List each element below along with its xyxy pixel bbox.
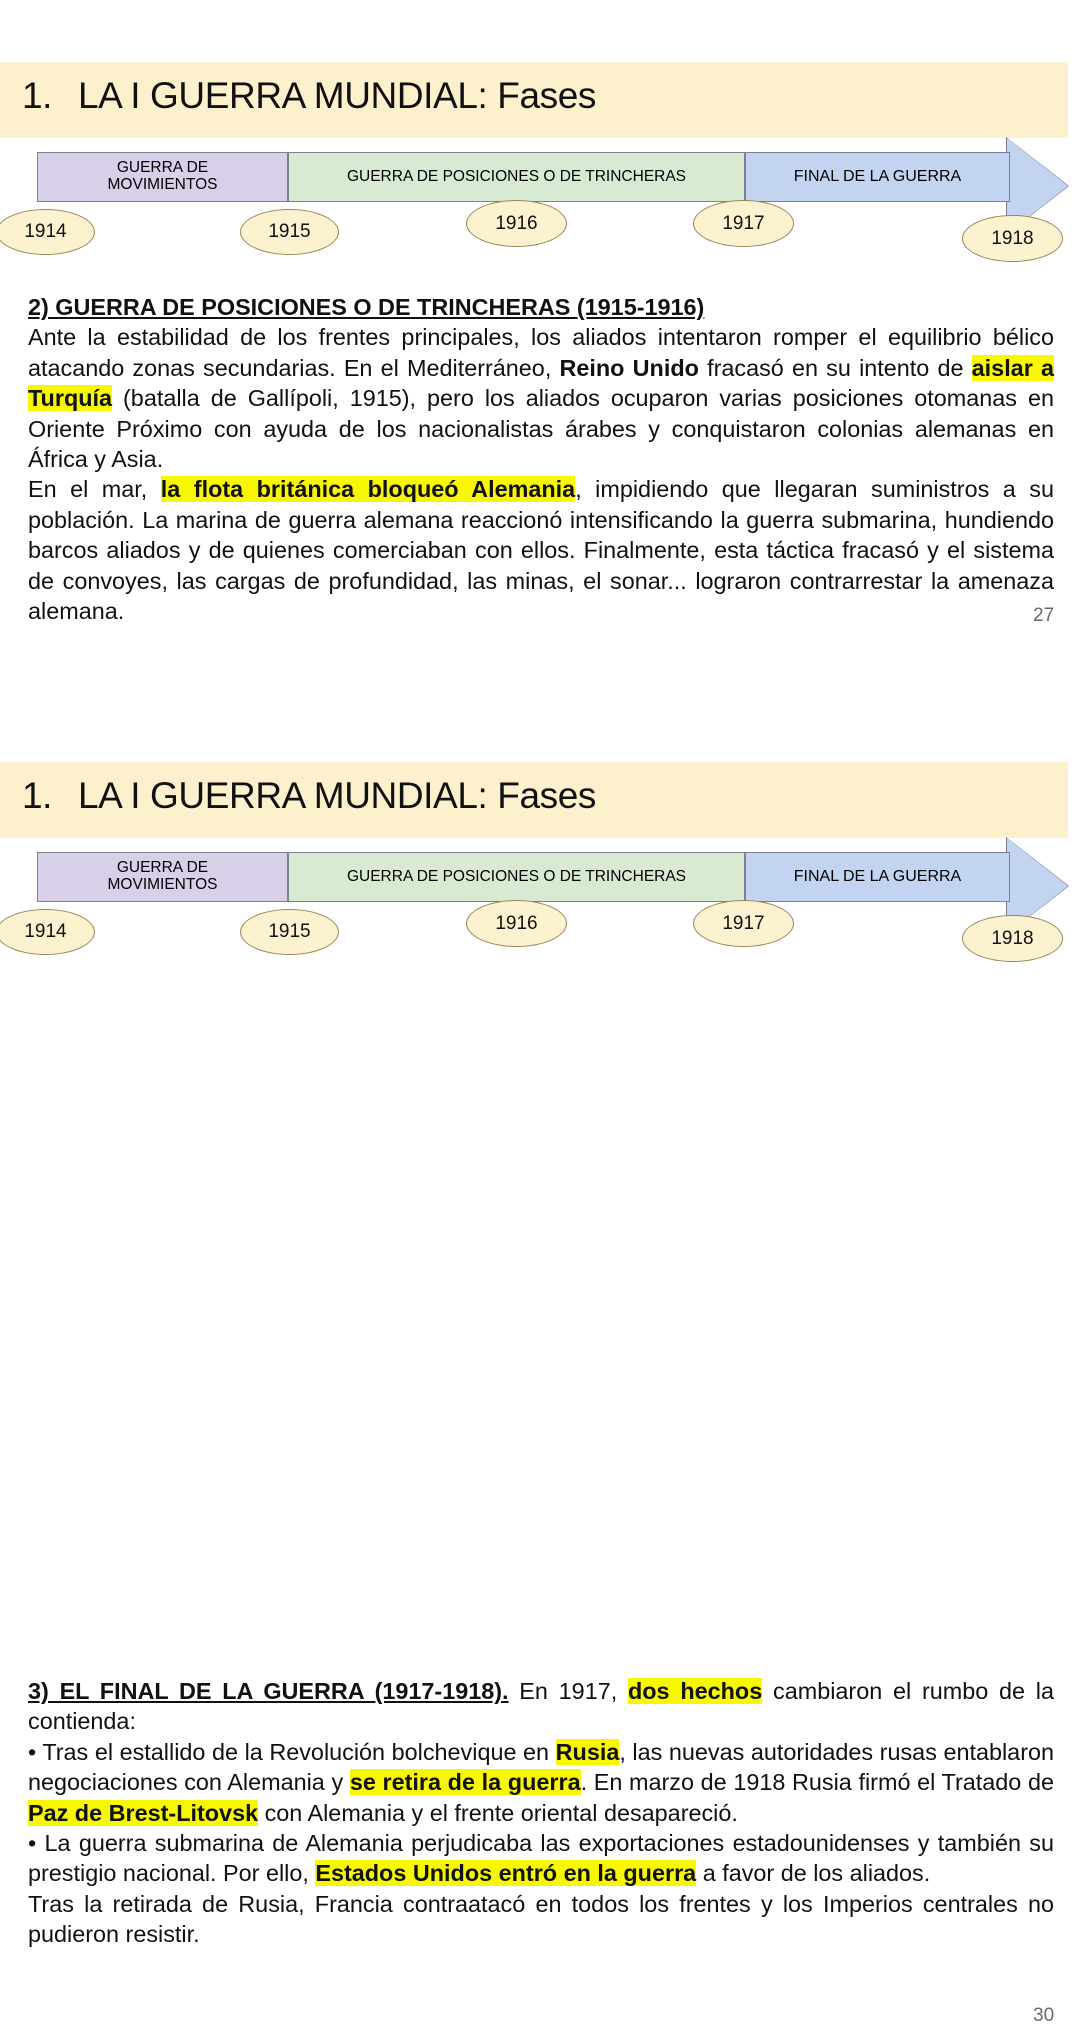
slide-title-number: 1. [22, 775, 53, 816]
page-number: 27 [1033, 605, 1055, 626]
timeline-segment-label-line1: GUERRA DE [116, 159, 209, 177]
text-run: , impidiendo que llegaran suministros a su población. La marina de guerra alemana reaccionó intensificando la guerra submarina, hundiendo barcos aliados y de quienes comerciaban con ellos. Finalmente, esta táctica fracasó y el sistema de convoyes, las cargas de profundidad, las minas, el sonar... lograron contrarrestar la amenaza alemana. [28, 476, 1054, 625]
bold-run-reino-unido: Reino Unido [559, 354, 699, 381]
text-run: , las nuevas autoridades rusas entablaron negociaciones con Alemania y [28, 1738, 1054, 1796]
timeline-year-1915: 1915 [240, 209, 339, 255]
timeline-year-1915: 1915 [240, 909, 339, 955]
timeline-year-1916: 1916 [466, 900, 567, 947]
highlight-rusia: Rusia [555, 1738, 620, 1765]
text-run: • Tras el estallido de la Revolución bolchevique en [28, 1738, 556, 1765]
section-heading-paragraph [28, 292, 1054, 322]
timeline-year-1914: 1914 [0, 909, 95, 955]
timeline-segment-label-line1: GUERRA DE POSICIONES O DE TRINCHERAS [346, 167, 687, 185]
timeline-year-1917: 1917 [693, 200, 794, 247]
text-run: (batalla de Gallípoli, 1915), pero los aliados ocuparon varias posiciones otomanas en Oriente Próximo con ayuda de los nacionalistas árabes y conquistaron colonias alemanas en África y Asia. [28, 385, 1054, 473]
highlight-estados-unidos-entro-en-la-guerra: Estados Unidos entró en la guerra [315, 1860, 697, 1887]
timeline-segment-label-line2: MOVIMIENTOS [107, 876, 218, 893]
highlight-paz-de-brest-litovsk: Paz de Brest-Litovsk [28, 1799, 259, 1826]
timeline-segment-guerra-de-posiciones [288, 152, 745, 202]
highlight-aislar-a-turquia: aislar a Turquía [28, 354, 1054, 412]
section-heading: 2) GUERRA DE POSICIONES O DE TRINCHERAS (1915-1916) [28, 294, 705, 320]
timeline-year-1917: 1917 [693, 900, 794, 947]
slide-title-text: LA I GUERRA MUNDIAL: Fases [78, 75, 597, 116]
timeline-segment-label-line2: MOVIMIENTOS [107, 176, 218, 193]
section-heading: 3) EL FINAL DE LA GUERRA (1917-1918). [28, 1678, 509, 1704]
text-run: a favor de los aliados. [696, 1860, 931, 1887]
timeline-year-1914: 1914 [0, 209, 95, 255]
paragraph-3 [28, 1828, 1054, 1889]
timeline-year-1918: 1918 [962, 915, 1063, 962]
timeline-segment-label-line1: GUERRA DE [116, 859, 209, 877]
paragraph-2 [28, 1737, 1054, 1828]
text-run: cambiaron el rumbo de la contienda: [28, 1678, 1054, 1735]
highlight-flota-britanica: la flota británica bloqueó Alemania [160, 476, 576, 503]
timeline-segment-label-line1: FINAL DE LA GUERRA [793, 868, 962, 886]
slide-title-bar [0, 762, 1068, 838]
text-run: En 1917, [508, 1678, 628, 1704]
timeline-segment-final-de-la-guerra [745, 852, 1010, 902]
text-run: con Alemania y el frente oriental desapareció. [258, 1799, 738, 1826]
slide-body-text [28, 1676, 1054, 1950]
slide-title-bar [0, 62, 1068, 138]
text-run: Tras la retirada de Rusia, Francia contraatacó en todos los frentes y los Imperios centrales no pudieron resistir. [28, 1890, 1054, 1948]
timeline-segment-guerra-de-movimientos [37, 852, 288, 902]
timeline-year-1916: 1916 [466, 200, 567, 247]
slide-1 [0, 0, 1080, 700]
paragraph-1 [28, 322, 1054, 474]
page-title [22, 775, 596, 817]
highlight-se-retira-de-la-guerra: se retira de la guerra [349, 1769, 581, 1796]
slide-title-number: 1. [22, 75, 53, 116]
text-run: • La guerra submarina de Alemania perjudicaba las exportaciones estadounidenses y también su prestigio nacional. Por ello, [28, 1830, 1054, 1887]
timeline-year-1918: 1918 [962, 215, 1063, 262]
text-run: Ante la estabilidad de los frentes principales, los aliados intentaron romper el equilibrio bélico atacando zonas secundarias. En el Mediterráneo, [28, 324, 1054, 381]
paragraph-4 [28, 1889, 1054, 1950]
timeline-segment-final-de-la-guerra [745, 152, 1010, 202]
timeline-segment-guerra-de-movimientos [37, 152, 288, 202]
paragraph-2 [28, 474, 1054, 626]
timeline-segment-label-line1: GUERRA DE POSICIONES O DE TRINCHERAS [346, 867, 687, 885]
highlight-dos-hechos: dos hechos [627, 1678, 763, 1704]
timeline-segment-label-line1: FINAL DE LA GUERRA [793, 168, 962, 186]
slide-body-text [28, 292, 1054, 626]
timeline-diagram [0, 138, 1080, 258]
slide-2 [0, 700, 1080, 2026]
page-title [22, 75, 596, 117]
text-run: . En marzo de 1918 Rusia firmó el Tratado de [580, 1769, 1054, 1796]
page-number: 30 [1033, 2005, 1055, 2026]
timeline-diagram [0, 838, 1080, 958]
text-run: En el mar, [28, 476, 161, 503]
paragraph-1 [28, 1676, 1054, 1737]
slide-title-text: LA I GUERRA MUNDIAL: Fases [78, 775, 597, 816]
text-run: fracasó en su intento de [698, 354, 972, 381]
timeline-segment-guerra-de-posiciones [288, 852, 745, 902]
